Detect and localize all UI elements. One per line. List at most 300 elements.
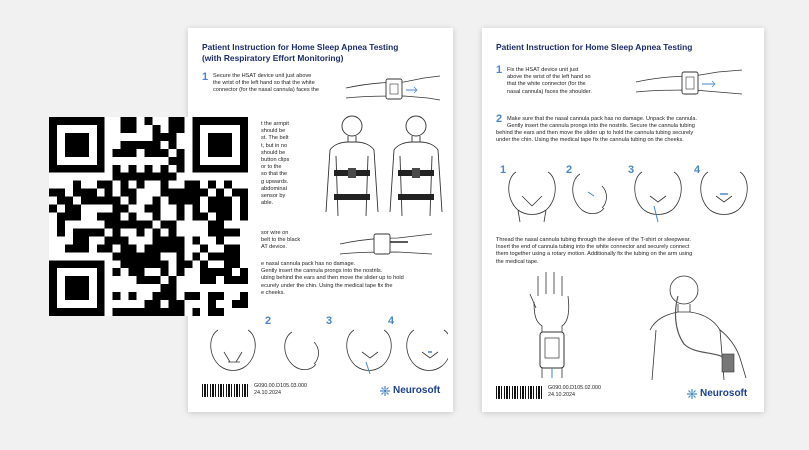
text-line: nasal cannula) faces the shoulder. <box>507 88 592 95</box>
qr-module <box>216 308 224 316</box>
qr-module <box>216 292 224 300</box>
qr-module <box>97 181 105 189</box>
text-line: so that the <box>261 171 288 178</box>
qr-module <box>49 165 57 173</box>
qr-module <box>208 205 216 213</box>
qr-module <box>105 244 113 252</box>
qr-module <box>49 141 57 149</box>
qr-module <box>160 292 168 300</box>
qr-module <box>81 165 89 173</box>
qr-module <box>113 149 121 157</box>
qr-module <box>49 133 57 141</box>
qr-module <box>129 189 137 197</box>
qr-module <box>73 292 81 300</box>
text-line: t, but in no <box>261 142 288 149</box>
qr-module <box>97 300 105 308</box>
qr-module <box>192 149 200 157</box>
left-step1-text <box>213 73 319 95</box>
qr-module <box>176 308 184 316</box>
text-line: ecurely under the chin. Using the medical tape fix the <box>261 282 393 289</box>
qr-module <box>152 252 160 260</box>
qr-module <box>129 260 137 268</box>
qr-module <box>232 300 240 308</box>
qr-module <box>121 181 129 189</box>
qr-module <box>224 165 232 173</box>
qr-module <box>73 205 81 213</box>
qr-module <box>65 260 73 268</box>
qr-module <box>176 213 184 221</box>
qr-module <box>192 292 200 300</box>
qr-module <box>176 157 184 165</box>
qr-module <box>200 244 208 252</box>
qr-module <box>57 165 65 173</box>
qr-module <box>49 292 57 300</box>
left-face-number-4: 4 <box>388 315 395 327</box>
qr-module <box>121 189 129 197</box>
qr-module <box>49 205 57 213</box>
right-step3-text <box>496 237 692 266</box>
qr-module <box>105 181 113 189</box>
qr-module <box>216 236 224 244</box>
qr-module <box>129 213 137 221</box>
qr-module <box>145 173 153 181</box>
qr-module <box>208 268 216 276</box>
qr-module <box>240 133 248 141</box>
qr-module <box>152 141 160 149</box>
qr-module <box>57 213 65 221</box>
qr-module <box>73 228 81 236</box>
qr-module <box>145 300 153 308</box>
right-face-number-1: 1 <box>500 164 507 176</box>
qr-module <box>192 181 200 189</box>
qr-module <box>49 308 57 316</box>
qr-module <box>224 181 232 189</box>
qr-module <box>200 260 208 268</box>
qr-module <box>152 236 160 244</box>
qr-module <box>49 157 57 165</box>
qr-module <box>240 165 248 173</box>
qr-module <box>152 260 160 268</box>
qr-module <box>81 260 89 268</box>
qr-module <box>176 244 184 252</box>
qr-module <box>145 276 153 284</box>
qr-module <box>137 220 145 228</box>
qr-module <box>176 260 184 268</box>
qr-module <box>216 149 224 157</box>
qr-module <box>184 292 192 300</box>
qr-module <box>113 173 121 181</box>
qr-module <box>208 228 216 236</box>
qr-module <box>137 181 145 189</box>
qr-module <box>208 276 216 284</box>
text-line: Secure the HSAT device unit just above <box>213 73 312 79</box>
qr-module <box>160 284 168 292</box>
right-sheet-title: Patient Instruction for Home Sleep Apnea Testing <box>496 42 693 52</box>
qr-module <box>224 260 232 268</box>
qr-module <box>168 300 176 308</box>
text-line: e cheeks. <box>261 289 285 296</box>
text-line: behind the ears and then move the slider up to hold the cannula tubing securely <box>496 130 694 136</box>
qr-module <box>152 197 160 205</box>
right-step1-text <box>507 67 592 96</box>
qr-module <box>129 244 137 252</box>
qr-module <box>49 284 57 292</box>
qr-module <box>113 236 121 244</box>
wrist-device-figure <box>338 226 434 260</box>
qr-module <box>152 133 160 141</box>
left-step2-text <box>261 121 289 207</box>
qr-module <box>224 228 232 236</box>
qr-module <box>216 117 224 125</box>
qr-module <box>192 133 200 141</box>
qr-module <box>216 205 224 213</box>
qr-module <box>240 197 248 205</box>
qr-module <box>57 228 65 236</box>
text-line: the wrist of the left hand so that the white <box>213 80 315 87</box>
qr-module <box>73 236 81 244</box>
qr-module <box>49 125 57 133</box>
qr-module <box>73 117 81 125</box>
qr-module <box>89 197 97 205</box>
neurosoft-logo <box>380 385 440 396</box>
qr-module <box>97 228 105 236</box>
qr-module <box>232 244 240 252</box>
qr-module <box>97 268 105 276</box>
qr-module <box>240 276 248 284</box>
qr-module <box>176 125 184 133</box>
text-line: or to the <box>261 164 282 171</box>
qr-module <box>160 165 168 173</box>
qr-module <box>168 244 176 252</box>
qr-module <box>65 284 73 292</box>
qr-module <box>137 228 145 236</box>
qr-module <box>129 197 137 205</box>
qr-module <box>176 189 184 197</box>
qr-module <box>129 141 137 149</box>
text-line: AT device. <box>261 244 287 251</box>
qr-module <box>65 141 73 149</box>
qr-module <box>81 141 89 149</box>
qr-module <box>129 117 137 125</box>
qr-module <box>192 157 200 165</box>
logo-text: Neurosoft <box>700 388 748 399</box>
qr-module <box>137 260 145 268</box>
qr-module <box>224 276 232 284</box>
qr-module <box>168 308 176 316</box>
qr-module <box>89 189 97 197</box>
qr-module <box>57 117 65 125</box>
qr-module <box>145 149 153 157</box>
qr-module <box>192 189 200 197</box>
qr-module <box>168 157 176 165</box>
qr-module <box>160 173 168 181</box>
qr-module <box>200 268 208 276</box>
text-line: Gently insert the cannula prongs into the nostrils. Secure the cannula tubing <box>507 123 695 130</box>
qr-module <box>73 284 81 292</box>
text-line: button clips <box>261 157 290 164</box>
face-cannula-figure <box>504 162 754 228</box>
qr-code[interactable] <box>49 117 248 316</box>
qr-module <box>176 300 184 308</box>
qr-module <box>224 205 232 213</box>
qr-module <box>65 308 73 316</box>
text-line: them together using a rotary motion. Additionally fix the tubing on the arm using <box>496 251 693 258</box>
qr-module <box>192 165 200 173</box>
qr-module <box>97 197 105 205</box>
qr-module <box>81 276 89 284</box>
qr-module <box>121 141 129 149</box>
qr-module <box>57 220 65 228</box>
qr-module <box>176 117 184 125</box>
qr-module <box>145 260 153 268</box>
right-step2-text <box>507 116 697 130</box>
neurosoft-logo <box>687 388 747 399</box>
qr-module <box>200 165 208 173</box>
qr-module <box>97 133 105 141</box>
qr-module <box>65 205 73 213</box>
qr-module <box>89 260 97 268</box>
right-step2-number: 2 <box>496 113 503 125</box>
qr-module <box>97 165 105 173</box>
qr-module <box>105 197 113 205</box>
qr-module <box>97 260 105 268</box>
logo-text: Neurosoft <box>393 385 441 396</box>
qr-module <box>240 213 248 221</box>
qr-module <box>81 228 89 236</box>
face-cannula-figure <box>202 322 448 382</box>
doc-date-line: 24.10.2024 <box>548 392 575 398</box>
qr-module <box>224 213 232 221</box>
qr-module <box>105 236 113 244</box>
qr-module <box>192 197 200 205</box>
qr-module <box>145 220 153 228</box>
qr-module <box>113 292 121 300</box>
qr-module <box>65 149 73 157</box>
text-line: that the white connector (for the <box>507 81 586 88</box>
left-sheet-title: Patient Instruction for Home Sleep Apnea Testing <box>202 42 399 52</box>
qr-module <box>152 205 160 213</box>
qr-module <box>57 197 65 205</box>
qr-module <box>192 205 200 213</box>
qr-module <box>240 205 248 213</box>
qr-module <box>145 141 153 149</box>
qr-module <box>137 252 145 260</box>
qr-module <box>208 197 216 205</box>
qr-module <box>216 220 224 228</box>
left-sheet-subtitle: (with Respiratory Effort Monitoring) <box>202 53 344 63</box>
qr-module <box>113 213 121 221</box>
qr-module <box>121 252 129 260</box>
text-line: the medical tape. <box>496 258 539 265</box>
qr-module <box>97 141 105 149</box>
doc-code-line: G090.00.D105.03.000 <box>254 383 308 389</box>
qr-module <box>121 125 129 133</box>
text-line: g upwards. <box>261 178 289 185</box>
qr-module <box>152 173 160 181</box>
text-line: e nasal cannula pack has no damage. <box>261 261 356 267</box>
wrist-device-figure <box>344 66 444 106</box>
qr-module <box>137 308 145 316</box>
qr-module <box>168 236 176 244</box>
qr-module <box>121 205 129 213</box>
qr-module <box>224 197 232 205</box>
qr-module <box>65 117 73 125</box>
text-line: should be <box>261 128 286 135</box>
qr-module <box>129 149 137 157</box>
right-step1-number: 1 <box>496 64 503 76</box>
qr-module <box>240 141 248 149</box>
qr-module <box>137 173 145 181</box>
qr-module <box>73 181 81 189</box>
qr-module <box>73 308 81 316</box>
qr-module <box>224 141 232 149</box>
qr-module <box>81 117 89 125</box>
qr-module <box>216 213 224 221</box>
barcode <box>496 386 544 399</box>
qr-module <box>121 220 129 228</box>
qr-module <box>168 141 176 149</box>
hand-device-figure <box>516 272 616 380</box>
qr-module <box>49 149 57 157</box>
qr-module <box>200 276 208 284</box>
right-face-number-2: 2 <box>566 164 573 176</box>
qr-module <box>97 276 105 284</box>
qr-module <box>176 236 184 244</box>
qr-module <box>121 173 129 181</box>
qr-module <box>81 236 89 244</box>
qr-module <box>184 260 192 268</box>
text-line: sor wire on <box>261 230 289 236</box>
qr-module <box>113 220 121 228</box>
qr-module <box>65 165 73 173</box>
qr-module <box>168 133 176 141</box>
qr-module <box>129 292 137 300</box>
qr-module <box>137 276 145 284</box>
qr-module <box>176 205 184 213</box>
qr-module <box>200 213 208 221</box>
qr-module <box>192 117 200 125</box>
qr-module <box>65 292 73 300</box>
qr-module <box>145 244 153 252</box>
text-line: ubing behind the ears and then move the slider up to hold <box>261 275 404 282</box>
qr-module <box>73 189 81 197</box>
qr-module <box>232 189 240 197</box>
qr-module <box>160 268 168 276</box>
qr-module <box>89 117 97 125</box>
qr-module <box>152 125 160 133</box>
qr-module <box>81 197 89 205</box>
barcode <box>202 384 250 397</box>
qr-module <box>152 213 160 221</box>
qr-module <box>192 213 200 221</box>
qr-module <box>232 117 240 125</box>
qr-module <box>232 260 240 268</box>
qr-module <box>49 189 57 197</box>
qr-module <box>208 117 216 125</box>
qr-module <box>97 244 105 252</box>
qr-module <box>81 149 89 157</box>
qr-module <box>224 133 232 141</box>
text-line: above the wrist of the left hand so <box>507 74 591 81</box>
qr-module <box>208 252 216 260</box>
qr-module <box>240 117 248 125</box>
qr-module <box>73 276 81 284</box>
qr-module <box>129 173 137 181</box>
qr-module <box>89 308 97 316</box>
qr-module <box>121 308 129 316</box>
qr-module <box>97 157 105 165</box>
qr-module <box>168 197 176 205</box>
qr-module <box>176 149 184 157</box>
qr-module <box>152 149 160 157</box>
qr-module <box>137 268 145 276</box>
qr-module <box>160 260 168 268</box>
qr-module <box>137 141 145 149</box>
qr-module <box>160 149 168 157</box>
qr-module <box>192 252 200 260</box>
qr-module <box>152 244 160 252</box>
qr-module <box>224 252 232 260</box>
qr-module <box>97 284 105 292</box>
arm-tubing-figure <box>644 270 754 382</box>
right-doc-code <box>548 385 601 399</box>
text-line: belt to the black <box>261 237 301 244</box>
qr-module <box>81 189 89 197</box>
qr-module <box>49 260 57 268</box>
qr-module <box>168 228 176 236</box>
qr-module <box>224 268 232 276</box>
qr-module <box>152 308 160 316</box>
qr-module <box>192 236 200 244</box>
qr-module <box>89 165 97 173</box>
qr-module <box>49 300 57 308</box>
qr-module <box>232 252 240 260</box>
qr-module <box>49 268 57 276</box>
qr-module <box>121 260 129 268</box>
qr-module <box>97 308 105 316</box>
qr-module <box>216 133 224 141</box>
qr-module <box>73 260 81 268</box>
qr-module <box>232 276 240 284</box>
qr-module <box>176 268 184 276</box>
qr-module <box>57 260 65 268</box>
qr-module <box>81 133 89 141</box>
qr-module <box>184 189 192 197</box>
qr-module <box>208 300 216 308</box>
qr-module <box>240 268 248 276</box>
qr-module <box>200 189 208 197</box>
text-line: Insert the end of cannula tubing into the white connector and securely connect <box>496 244 690 251</box>
qr-module <box>216 228 224 236</box>
qr-module <box>200 117 208 125</box>
qr-module <box>129 252 137 260</box>
qr-module <box>176 252 184 260</box>
qr-module <box>49 276 57 284</box>
qr-module <box>232 165 240 173</box>
text-line: able. <box>261 200 274 207</box>
qr-module <box>81 284 89 292</box>
qr-module <box>73 165 81 173</box>
qr-module <box>73 244 81 252</box>
qr-module <box>160 220 168 228</box>
qr-module <box>184 181 192 189</box>
qr-module <box>113 252 121 260</box>
wrist-device-figure <box>634 58 744 102</box>
text-line: st. The belt <box>261 135 289 142</box>
qr-module <box>208 149 216 157</box>
qr-module <box>216 268 224 276</box>
qr-module <box>89 228 97 236</box>
